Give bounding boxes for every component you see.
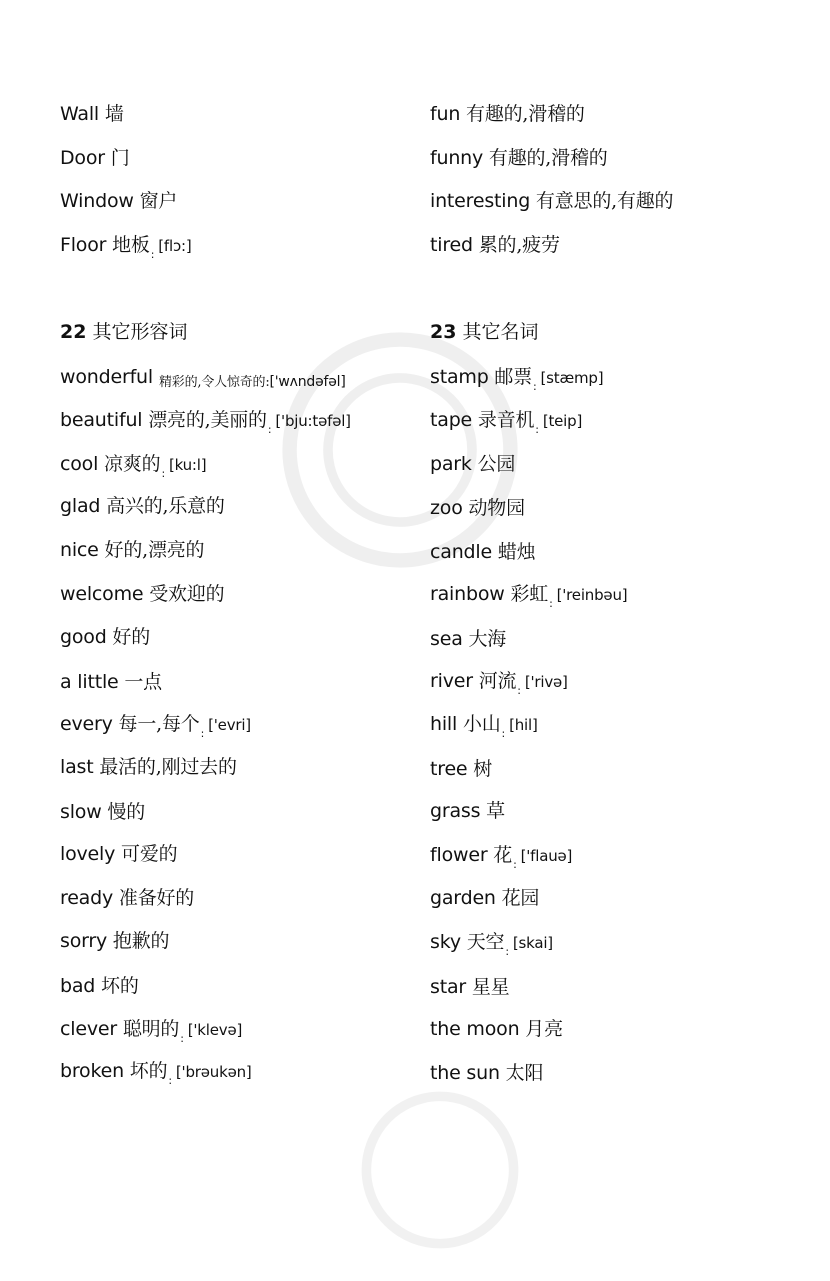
word-en: tired	[430, 234, 473, 256]
vocab-row	[60, 494, 225, 518]
word-zh: 凉爽的	[104, 453, 161, 475]
word-en: welcome	[60, 583, 144, 605]
section-title: 其它形容词	[92, 321, 188, 343]
word-zh: 花	[493, 844, 513, 866]
word-sep: :	[150, 248, 155, 261]
word-ipa: ['wʌndəfəl]	[269, 374, 346, 390]
word-zh: 准备好的	[118, 887, 195, 909]
vocab-row	[430, 757, 492, 781]
vocab-row	[430, 627, 506, 651]
word-en: Window	[60, 190, 134, 212]
word-zh: 有趣的,滑稽的	[488, 147, 608, 169]
word-zh: 动物园	[468, 497, 525, 519]
vocab-row	[430, 669, 568, 703]
vocab-row	[60, 886, 194, 910]
vocab-row	[60, 755, 237, 779]
word-zh: 花园	[501, 887, 540, 909]
vocab-row	[430, 1061, 543, 1085]
vocab-row	[430, 452, 515, 476]
word-en: good	[60, 626, 107, 648]
word-zh: 好的	[112, 626, 151, 648]
word-zh: 大海	[468, 628, 507, 650]
word-ipa: ['flauə]	[520, 847, 573, 865]
vocab-row	[430, 1017, 563, 1041]
word-en: flower	[430, 844, 488, 866]
vocab-row	[430, 408, 582, 442]
word-en: the sun	[430, 1062, 500, 1084]
word-zh: 月亮	[525, 1018, 563, 1040]
word-sep: :	[180, 1032, 184, 1045]
word-en: interesting	[430, 190, 531, 212]
word-en: garden	[430, 887, 496, 909]
vocab-row	[60, 842, 177, 866]
word-en: tree	[430, 758, 468, 780]
section-heading	[430, 320, 539, 344]
word-en: broken	[60, 1060, 124, 1082]
vocab-row	[60, 582, 224, 606]
vocab-row	[60, 102, 124, 126]
vocab-row	[430, 799, 505, 823]
word-en: Floor	[60, 234, 107, 256]
word-zh: 慢的	[107, 801, 145, 823]
word-en: clever	[60, 1018, 117, 1040]
vocab-row	[430, 843, 572, 877]
word-zh: 录音机	[477, 409, 535, 431]
word-zh: 好的,漂亮的	[104, 539, 205, 561]
vocab-row	[430, 146, 608, 170]
section-number: 22	[60, 321, 87, 343]
word-zh: 最活的,刚过去的	[99, 756, 237, 778]
word-zh: 彩虹	[510, 583, 549, 605]
word-sep: :	[200, 727, 205, 740]
word-sep: :	[517, 684, 521, 697]
word-zh: 累的,疲劳	[478, 234, 560, 256]
word-sep: :	[267, 423, 272, 436]
word-en: hill	[430, 713, 458, 735]
vocab-row	[430, 189, 673, 213]
word-en: candle	[430, 541, 492, 563]
word-zh: 小山	[462, 713, 501, 735]
word-en: sorry	[60, 930, 108, 952]
word-zh: 窗户	[139, 190, 178, 212]
word-ipa: [flɔ:]	[158, 237, 192, 255]
word-sep: :	[501, 727, 506, 740]
word-ipa: [skai]	[512, 934, 553, 952]
word-zh: 门	[110, 147, 130, 169]
vocab-row	[60, 625, 150, 649]
word-ipa: ['klevə]	[187, 1021, 243, 1039]
word-zh: 墙	[104, 103, 124, 125]
section-heading	[60, 320, 188, 344]
word-zh: 蜡烛	[497, 541, 536, 563]
word-en: grass	[430, 800, 481, 822]
word-en: rainbow	[430, 583, 505, 605]
vocab-row	[60, 365, 346, 395]
word-zh: 有趣的,滑稽的	[466, 103, 585, 125]
word-en: stamp	[430, 366, 489, 388]
word-ipa: [stæmp]	[540, 369, 604, 387]
watermark-logo-bottom	[329, 1059, 552, 1281]
vocab-row	[60, 408, 351, 442]
word-zh: 河流	[478, 670, 517, 692]
vocab-row	[60, 146, 130, 170]
word-ipa: ['rivə]	[524, 673, 568, 691]
vocab-row	[60, 189, 177, 213]
word-en: cool	[60, 453, 99, 475]
word-en: the moon	[430, 1018, 520, 1040]
vocab-row	[430, 496, 525, 520]
word-zh: 坏的	[129, 1060, 168, 1082]
word-zh: 公园	[477, 453, 516, 475]
section-title: 其它名词	[462, 321, 539, 343]
word-en: glad	[60, 495, 101, 517]
word-zh: 坏的	[101, 975, 139, 997]
word-sep: :	[168, 1074, 172, 1087]
word-zh: 邮票	[494, 366, 533, 388]
vocab-row	[430, 930, 553, 964]
word-zh: 星星	[471, 976, 510, 998]
word-zh: 有意思的,有趣的	[535, 190, 674, 212]
word-zh: 抱歉的	[112, 930, 170, 952]
word-en: Wall	[60, 103, 99, 125]
vocab-row	[430, 233, 560, 257]
word-en: sky	[430, 931, 461, 953]
vocab-row	[60, 1059, 252, 1093]
word-ipa: [teip]	[542, 412, 583, 430]
word-en: funny	[430, 147, 484, 169]
word-en: slow	[60, 801, 102, 823]
word-sep: :	[513, 858, 517, 871]
vocab-row	[60, 233, 192, 267]
word-en: beautiful	[60, 409, 143, 431]
word-zh: 天空	[466, 931, 505, 953]
vocab-row	[60, 974, 139, 998]
word-zh: 每一,每个	[118, 713, 200, 735]
word-sep: :	[533, 380, 537, 393]
word-ipa: [ku:l]	[168, 456, 207, 474]
word-en: a little	[60, 671, 119, 693]
word-zh: 高兴的,乐意的	[106, 495, 225, 517]
word-en: zoo	[430, 497, 463, 519]
word-zh: 地板	[112, 234, 150, 256]
word-ipa: ['reinbəu]	[556, 586, 628, 604]
word-en: every	[60, 713, 113, 735]
word-en: river	[430, 670, 473, 692]
word-en: tape	[430, 409, 473, 431]
word-zh: 聪明的	[122, 1018, 180, 1040]
word-sep: :	[535, 423, 539, 436]
word-zh: 精彩的,令人惊奇的:	[158, 375, 270, 390]
word-en: ready	[60, 887, 114, 909]
word-ipa: [hil]	[509, 716, 538, 734]
word-en: nice	[60, 539, 99, 561]
word-en: last	[60, 756, 94, 778]
word-en: sea	[430, 628, 463, 650]
vocab-row	[430, 712, 538, 746]
section-number: 23	[430, 321, 457, 343]
word-zh: 漂亮的,美丽的	[148, 409, 267, 431]
word-en: lovely	[60, 843, 116, 865]
vocab-row	[60, 712, 251, 746]
word-zh: 一点	[124, 671, 162, 693]
vocab-row	[430, 582, 627, 616]
vocab-row	[430, 975, 509, 999]
word-zh: 草	[486, 800, 505, 822]
word-en: wonderful	[60, 366, 153, 388]
vocab-row	[430, 540, 535, 564]
word-en: star	[430, 976, 467, 998]
word-ipa: ['brəukən]	[175, 1063, 252, 1081]
vocab-row	[60, 670, 162, 694]
vocab-row	[430, 365, 603, 399]
vocab-row	[60, 538, 204, 562]
word-ipa: ['bju:təfəl]	[275, 412, 351, 430]
word-zh: 树	[473, 758, 493, 780]
vocab-row	[60, 800, 145, 824]
vocab-row	[60, 1017, 242, 1051]
word-zh: 受欢迎的	[149, 583, 225, 605]
word-zh: 太阳	[505, 1062, 544, 1084]
word-en: park	[430, 453, 472, 475]
word-sep: :	[161, 467, 165, 480]
vocab-row	[430, 886, 539, 910]
word-sep: :	[549, 597, 553, 610]
vocab-row	[60, 452, 206, 486]
word-en: bad	[60, 975, 96, 997]
vocab-row	[60, 929, 169, 953]
word-en: fun	[430, 103, 461, 125]
vocab-row	[430, 102, 585, 126]
word-sep: :	[505, 945, 509, 958]
word-en: Door	[60, 147, 105, 169]
word-zh: 可爱的	[121, 843, 178, 865]
word-ipa: ['evri]	[208, 716, 251, 734]
